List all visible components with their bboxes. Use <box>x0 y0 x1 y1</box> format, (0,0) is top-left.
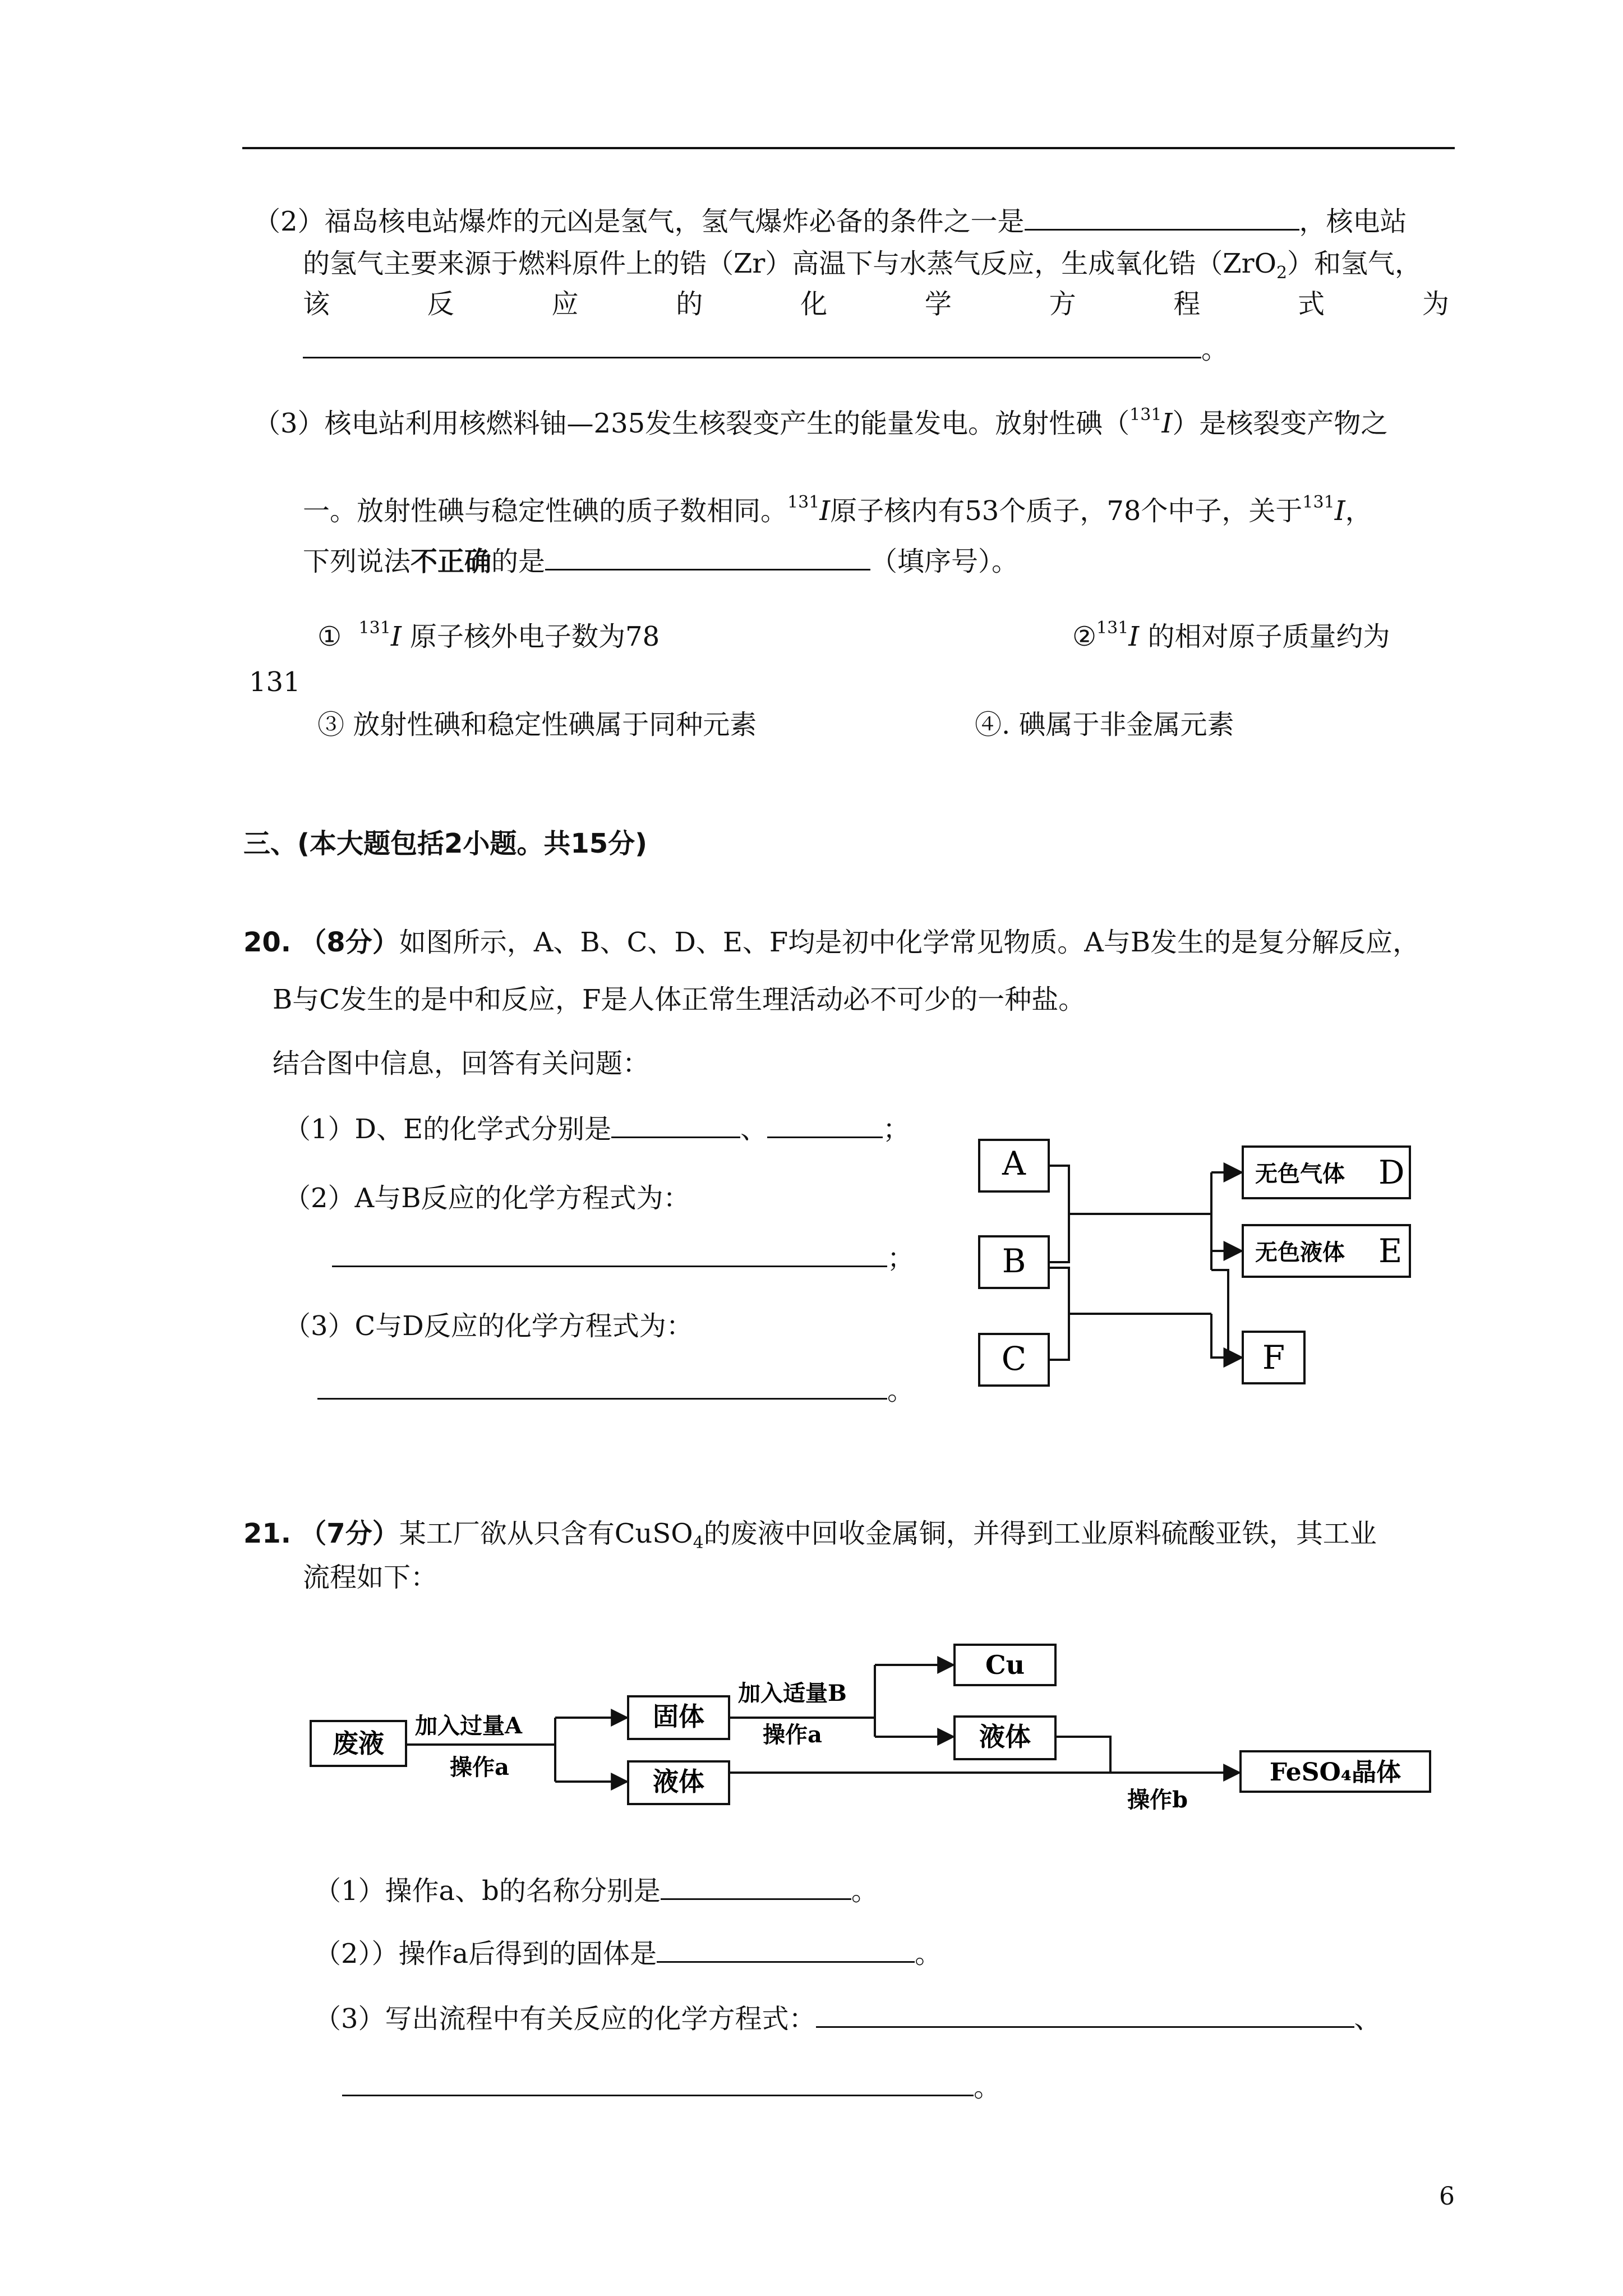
q21-operation-names-blank[interactable] <box>661 1874 851 1900</box>
flow-step1-top: 加入过量A <box>415 1713 523 1739</box>
q21-sub2: （2））操作a后得到的固体是 。 <box>314 1936 942 1971</box>
q19-p3-answer-blank[interactable] <box>545 544 870 570</box>
page-number: 6 <box>1439 2182 1455 2211</box>
flow-product-label: FeSO₄晶体 <box>1269 1758 1401 1787</box>
q21-process-flow <box>303 1627 1447 1834</box>
q21-line2: 流程如下： <box>303 1562 438 1593</box>
q19-p3-line2: 一。放射性碘与稳定性碘的质子数相同。$^{131}$I原子核内有53个质子，78个中子，关于$^{131}$I， <box>303 493 1372 527</box>
q19-p3-option3: ③ 放射性碘和稳定性碘属于同种元素 <box>317 709 757 740</box>
flow-liquid1-label: 液体 <box>653 1766 704 1797</box>
q21-sub1: （1）操作a、b的名称分别是 。 <box>314 1874 878 1908</box>
q20-cd-equation-blank[interactable] <box>317 1373 887 1400</box>
box-d-text: 无色气体 <box>1255 1161 1345 1187</box>
q21-sub4: 。 <box>342 2070 1000 2104</box>
q19-p2-line4: 。 <box>303 332 1228 366</box>
q20-sub1: （1）D、E的化学式分别是 、 ； <box>284 1112 910 1146</box>
q21-equation2-blank[interactable] <box>342 2070 974 2096</box>
q20-sub2: （2）A与B反应的化学方程式为： <box>284 1182 690 1214</box>
q19-p2-line3: 该 反 应 的 化 学 方 程 式 为 <box>303 288 1449 320</box>
q20-sub2-answer: ； <box>332 1241 914 1275</box>
q20-line2: B与C发生的是中和反应，F是人体正常生理活动必不可少的一种盐。 <box>273 984 1086 1015</box>
q21-equation1-blank[interactable] <box>816 2001 1354 2028</box>
flow-waste-label: 废液 <box>333 1728 384 1759</box>
box-f-label: F <box>1262 1338 1285 1377</box>
q20-sub3: （3）C与D反应的化学方程式为： <box>284 1310 693 1342</box>
q20-ab-equation-blank[interactable] <box>332 1241 887 1267</box>
q19-p2-equation-blank[interactable] <box>303 332 1201 358</box>
header-rule <box>242 147 1455 149</box>
q19-p3-line3: 下列说法不正确的是 （填序号）。 <box>303 544 1018 578</box>
box-e-text: 无色液体 <box>1255 1239 1345 1266</box>
box-d-letter: D <box>1378 1153 1405 1191</box>
q19-p3-line1: （3）核电站利用核燃料铀—235发生核裂变产生的能量发电。放射性碘（$^{131}$I）是核裂变产物之 <box>253 405 1388 439</box>
q20-line3: 结合图中信息，回答有关问题： <box>273 1048 650 1079</box>
flow-step1-bottom: 操作a <box>450 1754 509 1780</box>
q19-p2-line2: 的氢气主要来源于燃料原件上的锆（Zr）高温下与水蒸气反应，生成氧化锆（ZrO$_2$）和氢气， <box>303 248 1422 283</box>
flow-step3-label: 操作b <box>1127 1787 1188 1813</box>
box-c-label: C <box>1001 1340 1027 1378</box>
box-b-label: B <box>1002 1242 1026 1280</box>
q21-solid-blank[interactable] <box>657 1936 915 1963</box>
flow-cu-label: Cu <box>985 1650 1025 1680</box>
q20-sub3-answer: 。 <box>317 1373 914 1407</box>
flow-liquid2-label: 液体 <box>979 1722 1031 1752</box>
q19-p3-option2-wrap: 131 <box>249 666 301 698</box>
q20-line1: 20. （8分）如图所示，A、B、C、D、E、F均是初中化学常见物质。A与B发生的是复分解反应， <box>243 927 1420 958</box>
q19-p3-option4: ④. 碘属于非金属元素 <box>975 709 1234 740</box>
section3-heading: 三、(本大题包括2小题。共15分) <box>243 828 648 859</box>
q20-d-formula-blank[interactable] <box>611 1112 740 1138</box>
box-a-label: A <box>1002 1144 1026 1182</box>
q19-p2-line1: （2）福岛核电站爆炸的元凶是氢气，氢气爆炸必备的条件之一是 ，核电站 <box>253 204 1407 238</box>
q21-line1: 21. （7分）某工厂欲从只含有CuSO$_4$的废液中回收金属铜，并得到工业原料硫酸亚铁，其工业 <box>243 1518 1377 1553</box>
q19-p2-blank1[interactable] <box>1025 204 1299 231</box>
q20-reaction-diagram <box>965 1128 1424 1402</box>
q21-sub3: （3）写出流程中有关反应的化学方程式： 、 <box>314 2001 1381 2036</box>
q19-p3-option2: ②$^{131}$I 的相对原子质量约为 <box>1072 618 1390 652</box>
flow-solid-label: 固体 <box>653 1701 704 1732</box>
flow-step2-top: 加入适量B <box>738 1680 847 1706</box>
q20-e-formula-blank[interactable] <box>767 1112 883 1138</box>
box-e-letter: E <box>1378 1232 1403 1270</box>
flow-step2-bottom: 操作a <box>763 1722 822 1748</box>
q19-p3-option1: ① $^{131}$I 原子核外电子数为78 <box>317 618 660 652</box>
